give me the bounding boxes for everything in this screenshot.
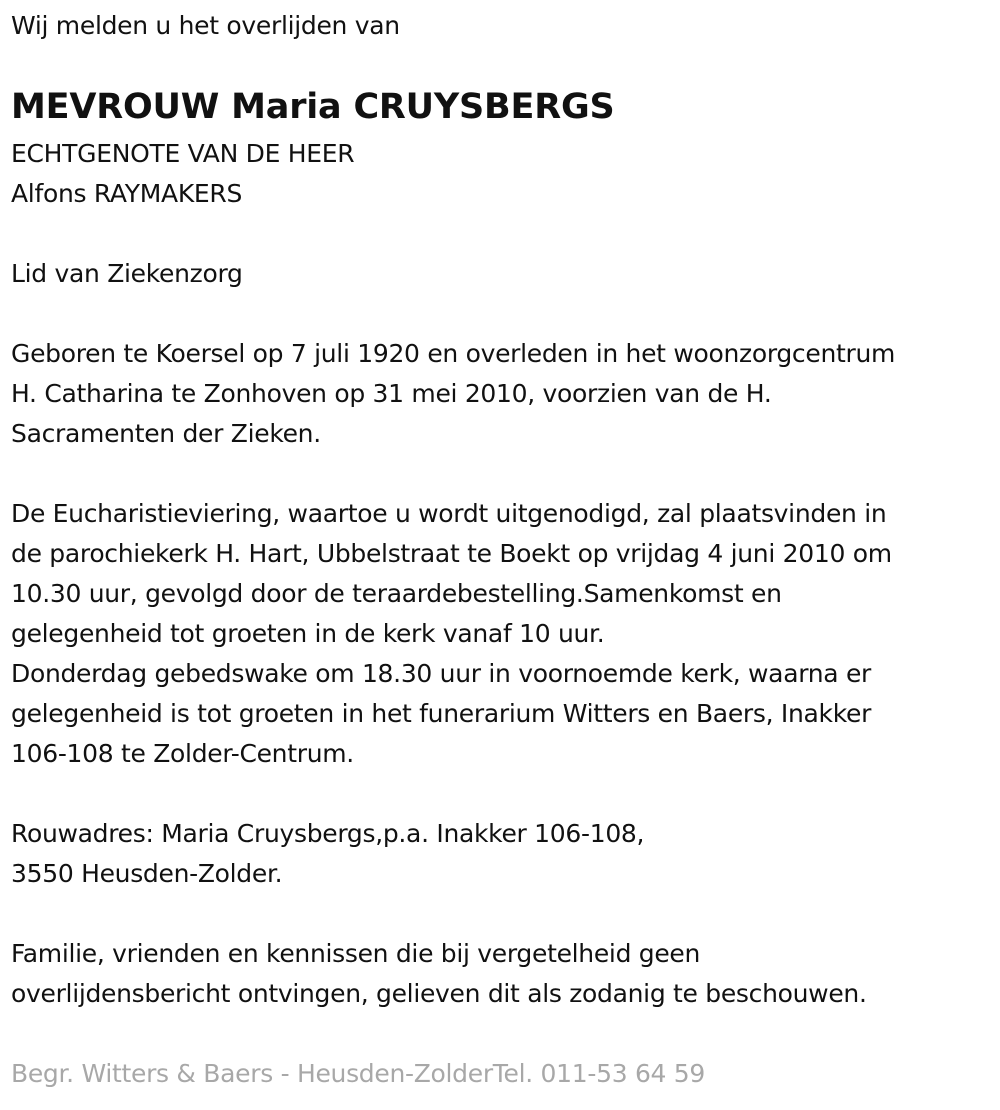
paragraph-line: gelegenheid tot groeten in de kerk vanaf 10 uur. bbox=[11, 619, 605, 648]
spouse-section bbox=[11, 134, 354, 214]
funeral-home-footer: Begr. Witters & Baers - Heusden-ZolderTel. 011-53 64 59 bbox=[11, 1059, 706, 1088]
membership-text: Lid van Ziekenzorg bbox=[11, 259, 243, 288]
address-line: Rouwadres: Maria Cruysbergs,p.a. Inakker 106-108, bbox=[11, 819, 645, 848]
paragraph-line: Sacramenten der Zieken. bbox=[11, 419, 321, 448]
paragraph-line: de parochiekerk H. Hart, Ubbelstraat te Boekt op vrijdag 4 juni 2010 om bbox=[11, 539, 892, 568]
spouse-name: Alfons RAYMAKERS bbox=[11, 179, 243, 208]
ceremony-paragraph bbox=[11, 494, 892, 774]
intro-text: Wij melden u het overlijden van bbox=[11, 11, 400, 40]
paragraph-line: Geboren te Koersel op 7 juli 1920 en overleden in het woonzorgcentrum bbox=[11, 339, 896, 368]
paragraph-line: overlijdensbericht ontvingen, gelieven dit als zodanig te beschouwen. bbox=[11, 979, 867, 1008]
deceased-name-heading: MEVROUW Maria CRUYSBERGS bbox=[11, 87, 615, 127]
paragraph-line: gelegenheid is tot groeten in het funerarium Witters en Baers, Inakker bbox=[11, 699, 872, 728]
paragraph-line: Familie, vrienden en kennissen die bij vergetelheid geen bbox=[11, 939, 701, 968]
membership-section bbox=[11, 254, 243, 294]
paragraph-line: H. Catharina te Zonhoven op 31 mei 2010, voorzien van de H. bbox=[11, 379, 772, 408]
paragraph-line: Donderdag gebedswake om 18.30 uur in voornoemde kerk, waarna er bbox=[11, 659, 872, 688]
mourning-address bbox=[11, 814, 644, 894]
paragraph-line: 106-108 te Zolder-Centrum. bbox=[11, 739, 354, 768]
address-line: 3550 Heusden-Zolder. bbox=[11, 859, 283, 888]
closing-note bbox=[11, 934, 867, 1014]
birth-death-paragraph bbox=[11, 334, 895, 454]
paragraph-line: De Eucharistieviering, waartoe u wordt uitgenodigd, zal plaatsvinden in bbox=[11, 499, 887, 528]
relation-label: ECHTGENOTE VAN DE HEER bbox=[11, 139, 355, 168]
paragraph-line: 10.30 uur, gevolgd door de teraardebestelling.Samenkomst en bbox=[11, 579, 782, 608]
